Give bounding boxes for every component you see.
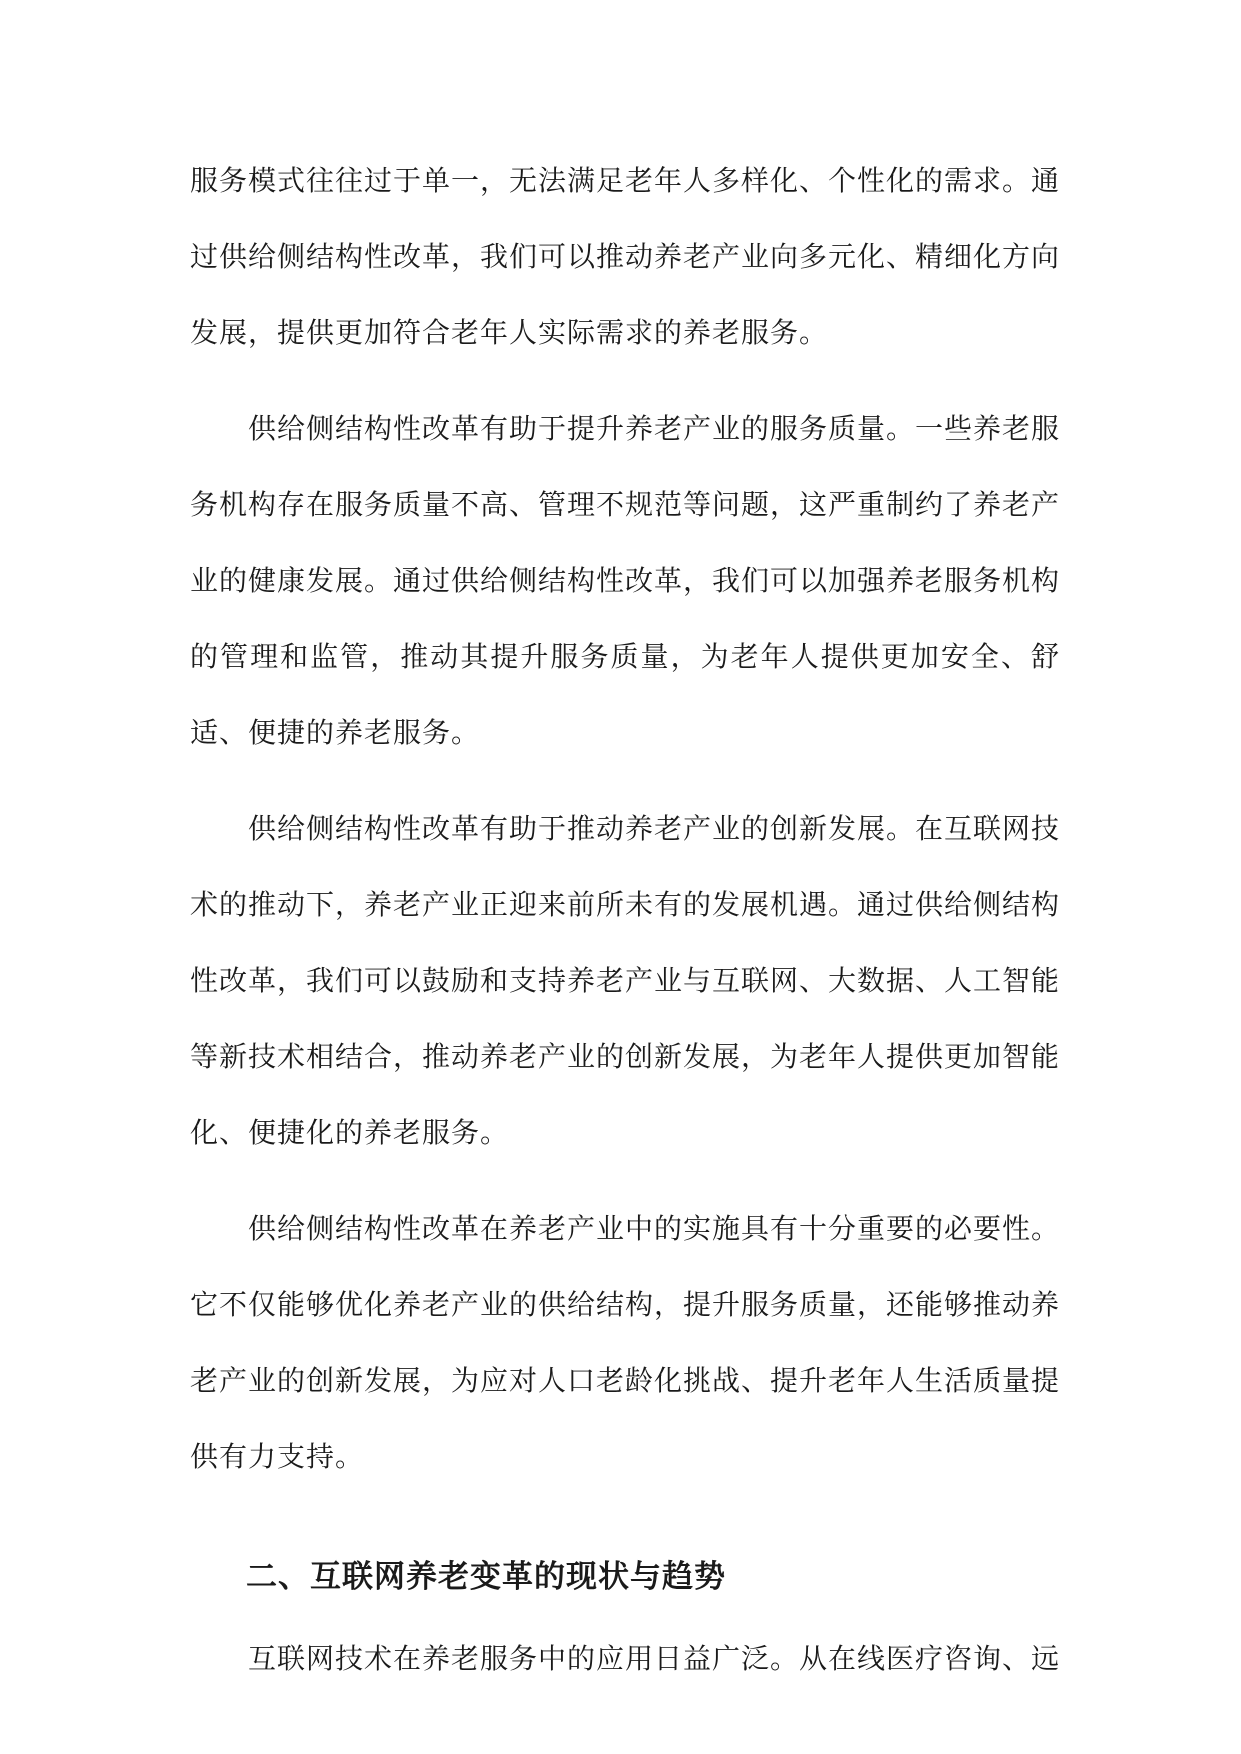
paragraph-service-quality: 供给侧结构性改革有助于提升养老产业的服务质量。一些养老服务机构存在服务质量不高、管理不规范等问题，这严重制约了养老产业的健康发展。通过供给侧结构性改革，我们可以加强养老服务机构的管理和监管，推动其提升服务质量，为老年人提供更加安全、舒适、便捷的养老服务。 (190, 412, 1061, 749)
paragraph-innovation: 供给侧结构性改革有助于推动养老产业的创新发展。在互联网技术的推动下，养老产业正迎来前所未有的发展机遇。通过供给侧结构性改革，我们可以鼓励和支持养老产业与互联网、大数据、人工智能等新技术相结合，推动养老产业的创新发展，为老年人提供更加智能化、便捷化的养老服务。 (190, 812, 1061, 1149)
document-body (190, 143, 1060, 1717)
paragraph-necessity: 供给侧结构性改革在养老产业中的实施具有十分重要的必要性。它不仅能够优化养老产业的供给结构，提升服务质量，还能够推动养老产业的创新发展，为应对人口老龄化挑战、提升老年人生活质量提供有力支持。 (190, 1212, 1061, 1473)
section-heading: 二、互联网养老变革的现状与趋势 (246, 1559, 726, 1595)
paragraph-continuation: 服务模式往往过于单一，无法满足老年人多样化、个性化的需求。通过供给侧结构性改革，我们可以推动养老产业向多元化、精细化方向发展，提供更加符合老年人实际需求的养老服务。 (190, 164, 1061, 349)
paragraph-internet-application: 互联网技术在养老服务中的应用日益广泛。从在线医疗咨询、远 (248, 1642, 1061, 1675)
